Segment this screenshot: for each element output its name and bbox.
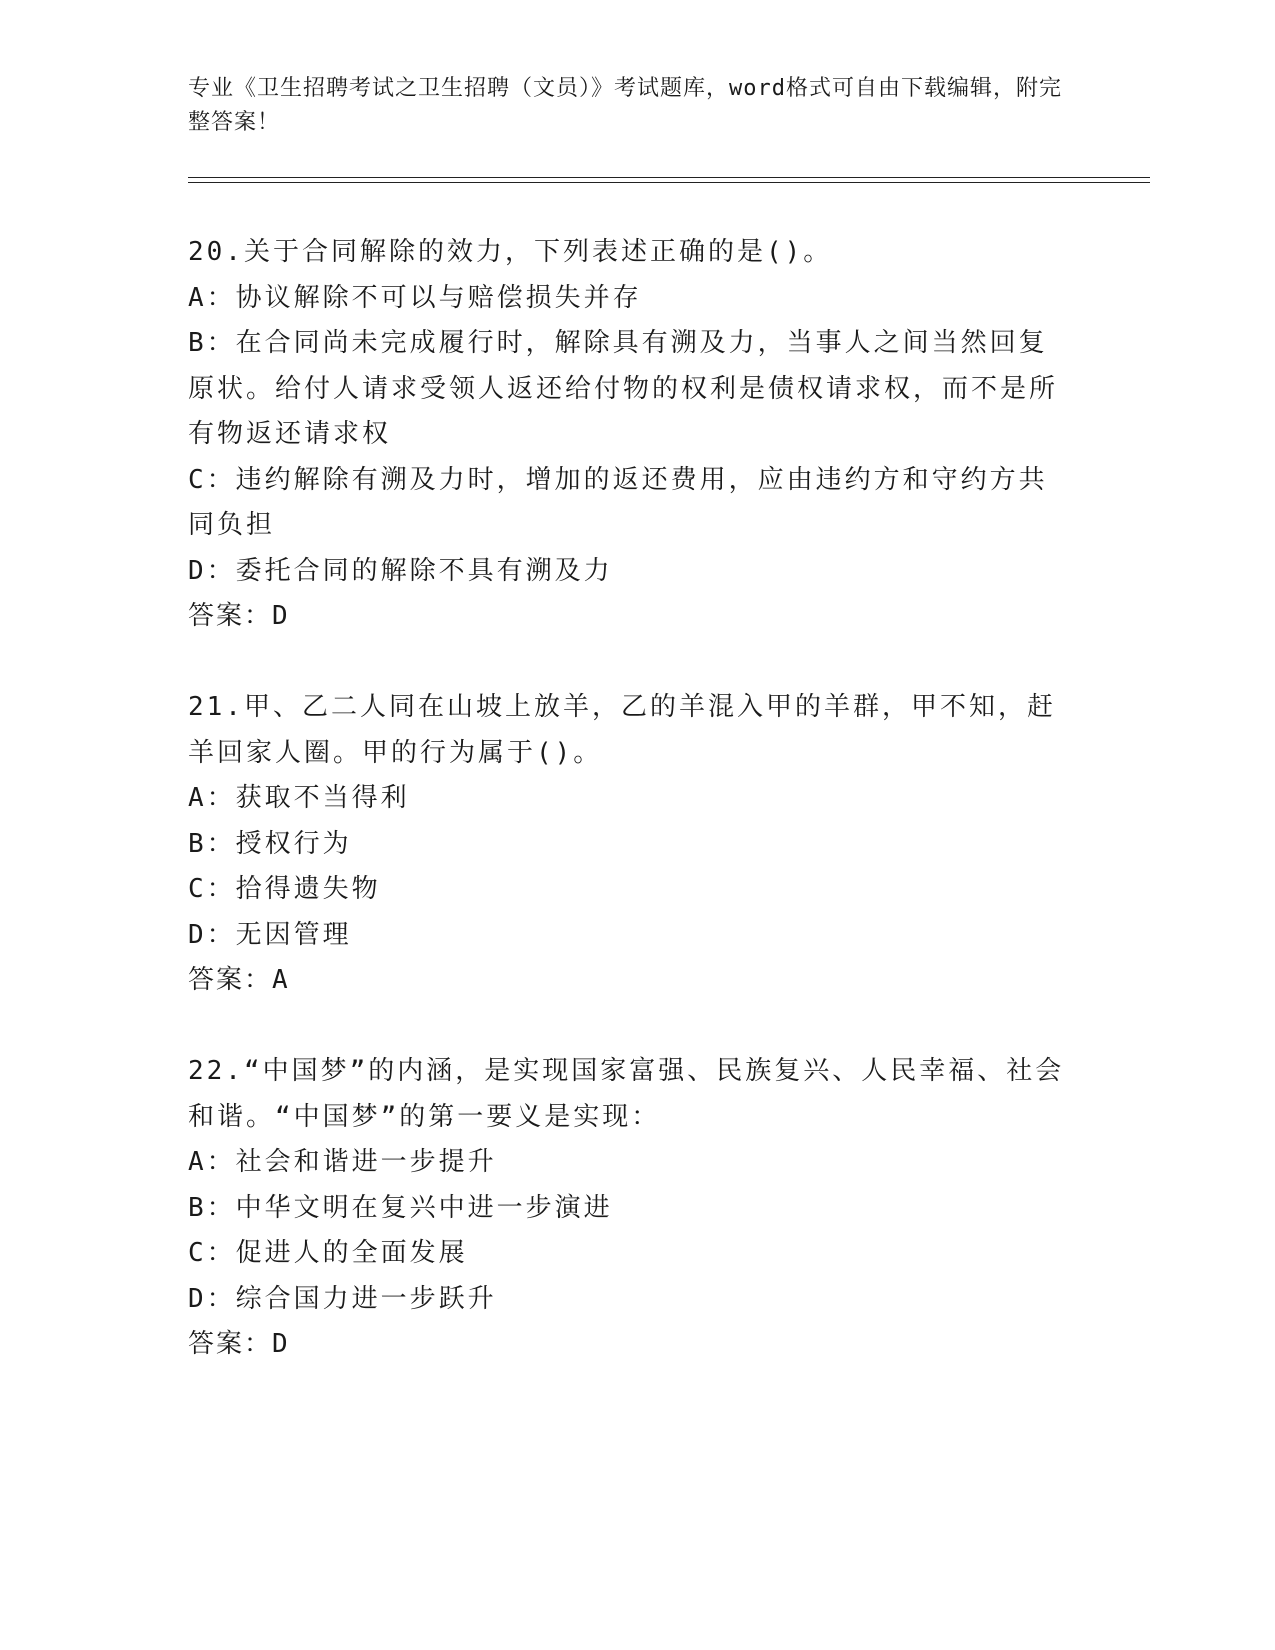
option-c: C：拾得遗失物	[188, 874, 381, 904]
option-b: B：在合同尚未完成履行时，解除具有溯及力，当事人之间当然回复原状。给付人请求受领人返还给付物的权利是债权请求权，而不是所有物返还请求权	[188, 328, 1059, 449]
question-20	[188, 230, 1068, 639]
answer-label: 答案：	[188, 965, 273, 995]
option-d: D：无因管理	[188, 919, 352, 950]
answer-value: D	[272, 1329, 290, 1359]
option-b: B：中华文明在复兴中进一步演进	[188, 1192, 613, 1223]
question-stem: 21.甲、乙二人同在山坡上放羊，乙的羊混入甲的羊群，甲不知，赶羊回家人圈。甲的行为属于()。	[188, 692, 1056, 768]
option-a: A：协议解除不可以与赔偿损失并存	[188, 282, 642, 313]
question-21	[188, 685, 1068, 1003]
header-text: 专业《卫生招聘考试之卫生招聘（文员）》考试题库，word格式可自由下载编辑，附完整答案！	[188, 76, 1062, 135]
answer-value: D	[272, 601, 290, 631]
option-c: C：违约解除有溯及力时，增加的返还费用，应由违约方和守约方共同负担	[188, 464, 1048, 540]
option-d: D：委托合同的解除不具有溯及力	[188, 555, 613, 586]
answer-value: A	[272, 965, 290, 995]
option-c: C：促进人的全面发展	[188, 1238, 468, 1268]
option-b: B：授权行为	[188, 828, 352, 859]
answer-label: 答案：	[188, 1329, 273, 1359]
option-a: A：获取不当得利	[188, 783, 410, 813]
answer-label: 答案：	[188, 601, 273, 631]
header-rule-bottom	[188, 182, 1150, 183]
answer-line	[188, 958, 1068, 1003]
question-stem: 20.关于合同解除的效力，下列表述正确的是()。	[188, 237, 833, 267]
document-header	[188, 72, 1068, 140]
question-list	[188, 230, 1068, 1413]
question-stem: 22.“中国梦”的内涵，是实现国家富强、民族复兴、人民幸福、社会和谐。“中国梦”的第一要义是实现：	[188, 1056, 1065, 1132]
answer-line	[188, 1322, 1068, 1367]
header-rule-top	[188, 177, 1150, 178]
answer-line	[188, 594, 1068, 639]
question-22	[188, 1049, 1068, 1367]
option-a: A：社会和谐进一步提升	[188, 1147, 497, 1177]
option-d: D：综合国力进一步跃升	[188, 1283, 497, 1314]
